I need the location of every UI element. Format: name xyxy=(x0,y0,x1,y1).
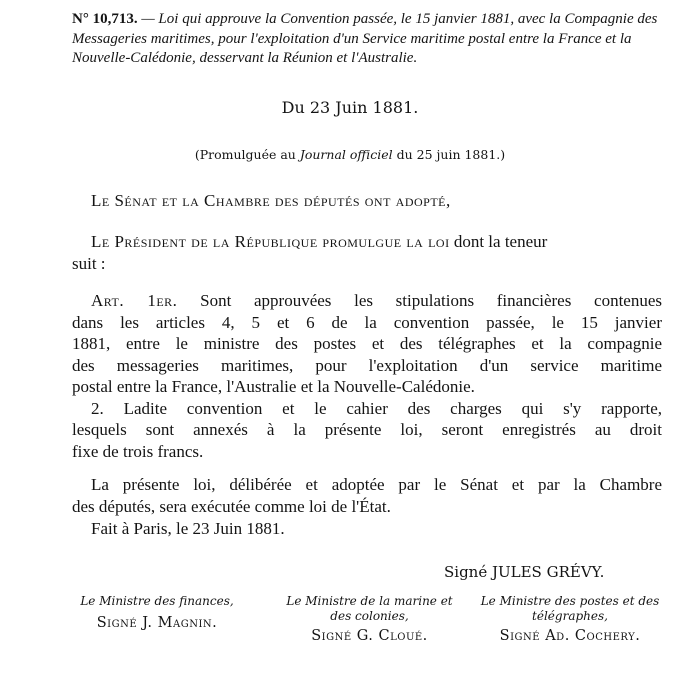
minister-finances-signature: Signé J. Magnin. xyxy=(96,615,218,631)
preamble-president-rest: dont la teneur xyxy=(449,232,548,251)
article-2-line: fixe de trois francs. xyxy=(72,441,204,461)
article-2-line: 2. Ladite convention et le cahier des charges qui s'y rapporte, xyxy=(91,398,662,418)
president-signature: Signé JULES GRÉVY. xyxy=(444,563,605,581)
closing-paragraph xyxy=(72,474,662,517)
article-line: postal entre la France, l'Australie et la Nouvelle-Calédonie. xyxy=(72,377,475,396)
minister-marine-signature: Signé G. Cloué. xyxy=(311,628,428,644)
place-date: Fait à Paris, le 23 Juin 1881. xyxy=(91,519,285,538)
preamble-president-caps: Le Président de la République promulgue la loi xyxy=(91,232,450,251)
law-number: N° 10,713. xyxy=(72,11,138,27)
article-line: dans les articles 4, 5 et 6 de la convention passée, le 15 janvier xyxy=(72,312,662,332)
closing-line: La présente loi, délibérée et adoptée par le Sénat et par la Chambre xyxy=(91,475,662,494)
minister-finances-title: Le Ministre des finances, xyxy=(80,594,234,608)
article-label: Art. 1er. xyxy=(91,291,178,310)
article-2-line: lesquels sont annexés à la présente loi, seront enregistrés au droit xyxy=(72,420,662,439)
preamble-president xyxy=(91,231,547,253)
article-1 xyxy=(72,290,662,462)
promulgation-suffix: du 25 juin 1881.) xyxy=(392,147,506,162)
law-title-text: — Loi qui approuve la Convention passée, le 15 janvier 1881, avec la Compagnie des Messageries maritimes, pour l'exploitation d'un Service maritime postal entre la France et la Nouvelle-Calédonie, desservant la Réunion et l'Australie. xyxy=(72,11,658,66)
article-line: des messageries maritimes, pour l'exploitation d'un service maritime xyxy=(72,355,662,375)
promulgation-note xyxy=(0,147,700,162)
preamble-suit: suit : xyxy=(72,254,106,273)
closing-line: des députés, sera exécutée comme loi de l'État. xyxy=(72,496,391,516)
promulgation-prefix: (Promulguée au xyxy=(194,147,300,162)
minister-postes-title: Le Ministre des postes et des télégraphes, xyxy=(480,594,660,623)
preamble-senate: Le Sénat et la Chambre des députés ont adopté, xyxy=(91,191,451,210)
law-title xyxy=(72,10,662,69)
minister-marine-title: Le Ministre de la marine et des colonies, xyxy=(286,594,453,623)
article-line: 1881, entre le ministre des postes et des télégraphes et la compagnie xyxy=(72,334,662,353)
minister-postes-signature: Signé Ad. Cochery. xyxy=(499,628,641,644)
article-line: Art. 1er. Sont approuvées les stipulations financières contenues xyxy=(91,291,662,310)
law-date: Du 23 Juin 1881. xyxy=(281,98,419,117)
journal-name: Journal officiel xyxy=(299,147,393,162)
